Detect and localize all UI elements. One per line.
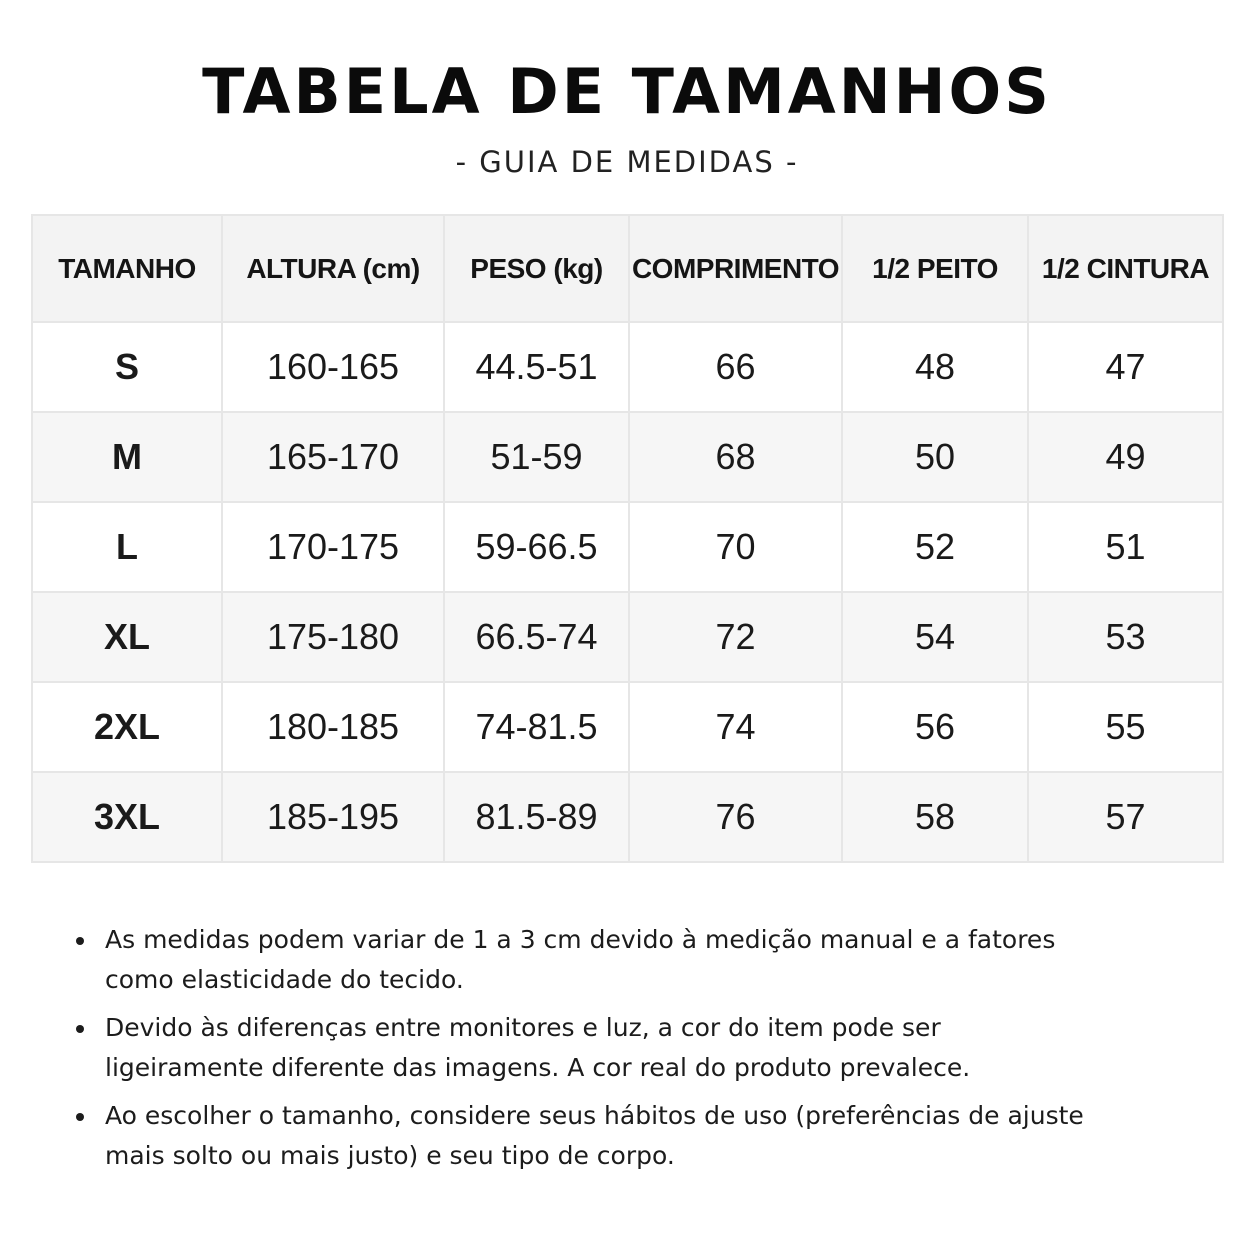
header-length: COMPRIMENTO bbox=[629, 215, 842, 322]
half-waist-cell: 53 bbox=[1028, 592, 1223, 682]
half-chest-cell: 48 bbox=[842, 322, 1028, 412]
length-cell: 70 bbox=[629, 502, 842, 592]
half-waist-cell: 49 bbox=[1028, 412, 1223, 502]
note-text: Ao escolher o tamanho, considere seus hábitos de uso (preferências de ajuste mais solto ou mais justo) e seu tipo de corpo. bbox=[105, 1101, 1084, 1170]
length-cell: 72 bbox=[629, 592, 842, 682]
weight-cell: 81.5-89 bbox=[444, 772, 629, 862]
note-item bbox=[70, 920, 1090, 1000]
half-chest-cell: 56 bbox=[842, 682, 1028, 772]
header-weight: PESO (kg) bbox=[444, 215, 629, 322]
half-chest-cell: 50 bbox=[842, 412, 1028, 502]
bullet-icon bbox=[76, 937, 84, 945]
half-waist-cell: 47 bbox=[1028, 322, 1223, 412]
size-cell: 3XL bbox=[32, 772, 222, 862]
weight-cell: 44.5-51 bbox=[444, 322, 629, 412]
height-cell: 170-175 bbox=[222, 502, 444, 592]
header-size: TAMANHO bbox=[32, 215, 222, 322]
height-cell: 185-195 bbox=[222, 772, 444, 862]
half-waist-cell: 55 bbox=[1028, 682, 1223, 772]
size-cell: L bbox=[32, 502, 222, 592]
weight-cell: 51-59 bbox=[444, 412, 629, 502]
weight-cell: 59-66.5 bbox=[444, 502, 629, 592]
height-cell: 165-170 bbox=[222, 412, 444, 502]
header-half-chest: 1/2 PEITO bbox=[842, 215, 1028, 322]
table-row bbox=[32, 772, 1223, 862]
size-table bbox=[31, 214, 1224, 863]
weight-cell: 66.5-74 bbox=[444, 592, 629, 682]
half-waist-cell: 57 bbox=[1028, 772, 1223, 862]
height-cell: 175-180 bbox=[222, 592, 444, 682]
page-subtitle: - GUIA DE MEDIDAS - bbox=[455, 145, 799, 179]
header-height: ALTURA (cm) bbox=[222, 215, 444, 322]
height-cell: 160-165 bbox=[222, 322, 444, 412]
length-cell: 66 bbox=[629, 322, 842, 412]
table-row bbox=[32, 592, 1223, 682]
size-cell: S bbox=[32, 322, 222, 412]
size-cell: 2XL bbox=[32, 682, 222, 772]
page-title: TABELA DE TAMANHOS bbox=[202, 55, 1052, 128]
note-item bbox=[70, 1008, 1090, 1088]
weight-cell: 74-81.5 bbox=[444, 682, 629, 772]
bullet-icon bbox=[76, 1113, 84, 1121]
table-row bbox=[32, 322, 1223, 412]
half-chest-cell: 52 bbox=[842, 502, 1028, 592]
length-cell: 76 bbox=[629, 772, 842, 862]
size-cell: XL bbox=[32, 592, 222, 682]
table-header-row bbox=[32, 215, 1223, 322]
table-row bbox=[32, 502, 1223, 592]
table-row bbox=[32, 412, 1223, 502]
note-text: As medidas podem variar de 1 a 3 cm devido à medição manual e a fatores como elasticidade do tecido. bbox=[105, 925, 1056, 994]
height-cell: 180-185 bbox=[222, 682, 444, 772]
note-text: Devido às diferenças entre monitores e luz, a cor do item pode ser ligeiramente diferente das imagens. A cor real do produto prevalece. bbox=[105, 1013, 971, 1082]
half-chest-cell: 54 bbox=[842, 592, 1028, 682]
half-chest-cell: 58 bbox=[842, 772, 1028, 862]
length-cell: 68 bbox=[629, 412, 842, 502]
notes-list bbox=[70, 920, 1090, 1184]
size-cell: M bbox=[32, 412, 222, 502]
note-item bbox=[70, 1096, 1090, 1176]
header-half-waist: 1/2 CINTURA bbox=[1028, 215, 1223, 322]
table-row bbox=[32, 682, 1223, 772]
half-waist-cell: 51 bbox=[1028, 502, 1223, 592]
bullet-icon bbox=[76, 1025, 84, 1033]
length-cell: 74 bbox=[629, 682, 842, 772]
